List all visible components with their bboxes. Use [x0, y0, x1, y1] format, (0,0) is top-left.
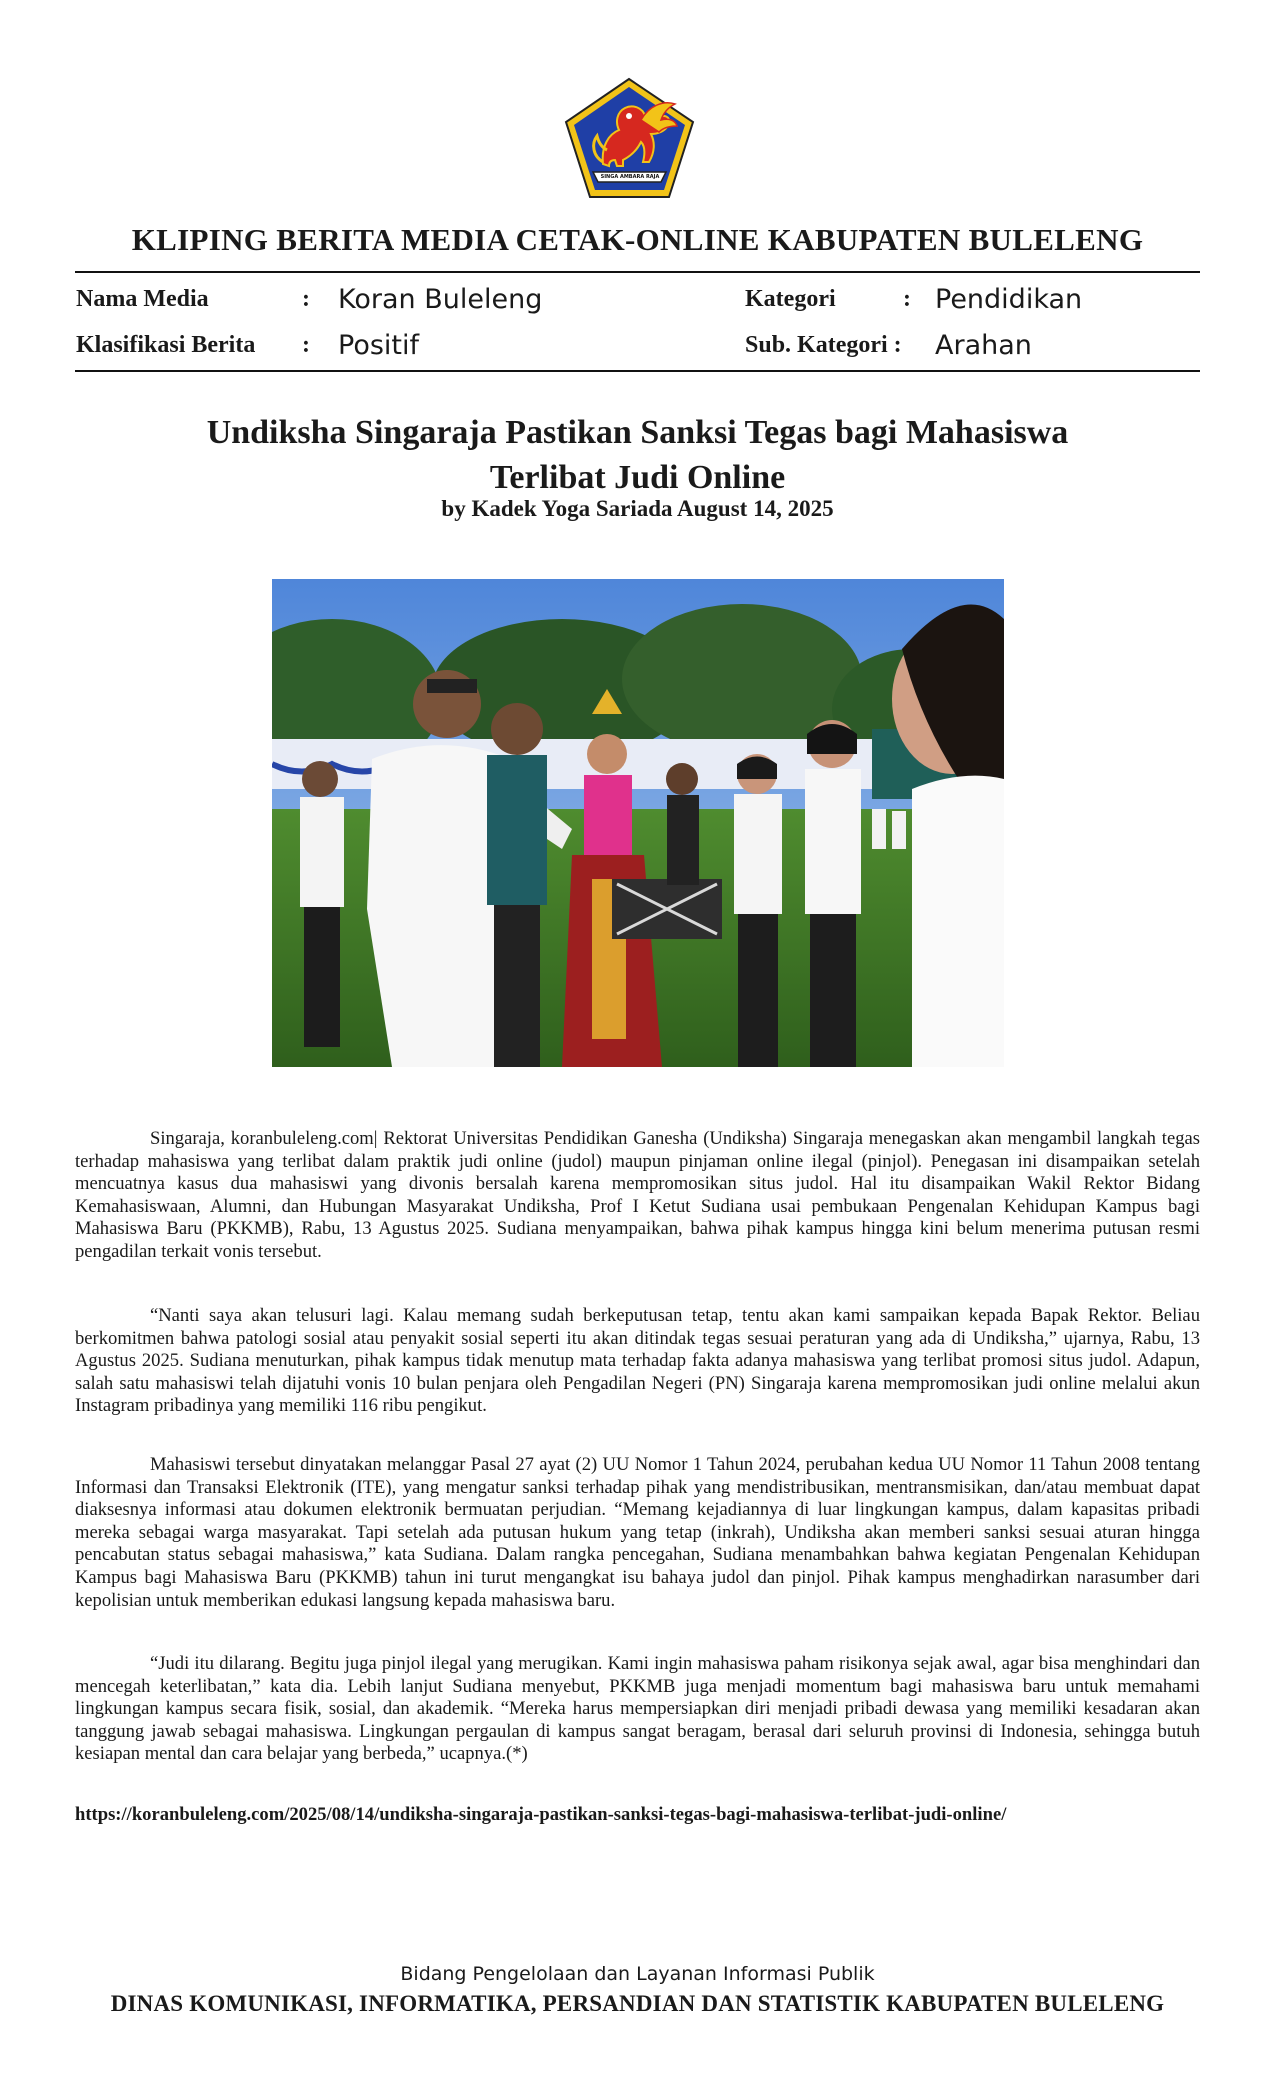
- article-paragraph-3: [75, 1454, 1200, 1612]
- kategori-colon: :: [903, 286, 911, 312]
- nama-media-colon: :: [302, 286, 310, 312]
- source-url[interactable]: https://koranbuleleng.com/2025/08/14/undiksha-singaraja-pastikan-sanksi-tegas-bagi-mahasiswa-terlibat-judi-online/: [75, 1804, 1007, 1825]
- article-photo: [272, 579, 1004, 1067]
- klasifikasi-berita-label: Klasifikasi Berita: [76, 332, 256, 358]
- singa-ambara-raja-emblem-icon: [563, 76, 696, 200]
- article-paragraph-4: [75, 1653, 1200, 1766]
- klasifikasi-berita-colon: :: [302, 332, 310, 358]
- headline-line-1: Undiksha Singaraja Pastikan Sanksi Tegas bagi Mahasiswa: [206, 414, 1069, 451]
- paragraph-text: “Nanti saya akan telusuri lagi. Kalau memang sudah berkeputusan tetap, tentu akan kami sampaikan kepada Bapak Rektor. Beliau berkomitmen bahwa patologi sosial atau penyakit sosial seperti itu akan ditindak tegas sesuai peraturan yang ada di Undiksha,” ujarnya, Rabu, 13 Agustus 2025. Sudiana menuturkan, pihak kampus tidak menutup mata terhadap fakta adanya mahasiswa yang terlibat promosi situs judol. Adapun, salah satu mahasiswi telah dijatuhi vonis 10 bulan penjara oleh Pengadilan Negeri (PN) Singaraja karena mempromosikan judi online melalui akun Instagram pribadinya yang memiliki 116 ribu pengikut.: [75, 1305, 1200, 1417]
- footer-unit: Bidang Pengelolaan dan Layanan Informasi Publik: [400, 1963, 875, 1985]
- nama-media-label: Nama Media: [76, 286, 209, 312]
- sub-kategori-label: Sub. Kategori :: [745, 332, 902, 358]
- kategori-value: Pendidikan: [935, 284, 1083, 315]
- paragraph-text: “Judi itu dilarang. Begitu juga pinjol ilegal yang merugikan. Kami ingin mahasiswa paham risikonya sejak awal, agar bisa menghindari dan mencegah keterlibatan,” kata dia. Lebih lanjut Sudiana menyebut, PKKMB juga menjadi momentum bagi mahasiswa baru untuk memahami lingkungan kampus secara fisik, sosial, dan akademik. “Mereka harus mempersiapkan diri menjadi pribadi dewasa yang memiliki kesadaran akan tanggung jawab sebagai mahasiswa. Lingkungan pergaulan di kampus sangat beragam, berasal dari seluruh provinsi di Indonesia, sehingga butuh kesiapan mental dan cara belajar yang berbeda,” ucapnya.(*): [75, 1653, 1200, 1765]
- kategori-label: Kategori: [745, 286, 836, 312]
- kabupaten-buleleng-logo: [563, 76, 696, 200]
- clipping-header-title: KLIPING BERITA MEDIA CETAK-ONLINE KABUPATEN BULELENG: [131, 222, 1144, 257]
- header-divider-top: [75, 271, 1200, 273]
- nama-media-value: Koran Buleleng: [338, 284, 543, 315]
- klasifikasi-berita-value: Positif: [338, 330, 419, 361]
- sub-kategori-value: Arahan: [935, 330, 1032, 361]
- article-paragraph-2: [75, 1305, 1200, 1418]
- footer-agency: DINAS KOMUNIKASI, INFORMATIKA, PERSANDIAN DAN STATISTIK KABUPATEN BULELENG: [110, 1991, 1165, 2016]
- article-byline: by Kadek Yoga Sariada August 14, 2025: [441, 496, 834, 521]
- article-headline: [0, 410, 1275, 500]
- headline-line-2: Terlibat Judi Online: [489, 459, 786, 496]
- paragraph-text: Singaraja, koranbuleleng.com| Rektorat Universitas Pendidikan Ganesha (Undiksha) Singaraja menegaskan akan mengambil langkah tegas terhadap mahasiswa yang terlibat dalam praktik judi online (judol) maupun pinjaman online ilegal (pinjol). Penegasan ini disampaikan setelah mencuatnya kasus dua mahasiswi yang divonis bersalah karena mempromosikan situs judol. Hal itu disampaikan Wakil Rektor Bidang Kemahasiswaan, Alumni, dan Hubungan Masyarakat Undiksha, Prof I Ketut Sudiana usai pembukaan Pengenalan Kehidupan Kampus bagi Mahasiswa Baru (PKKMB), Rabu, 13 Agustus 2025. Sudiana menyampaikan, bahwa pihak kampus hingga kini belum menerima putusan resmi pengadilan terkait vonis tersebut.: [75, 1128, 1200, 1262]
- article-paragraph-1: [75, 1128, 1200, 1264]
- logo-ribbon-text: SINGA AMBARA RAJA: [600, 174, 660, 180]
- paragraph-text: Mahasiswi tersebut dinyatakan melanggar Pasal 27 ayat (2) UU Nomor 1 Tahun 2024, perubahan kedua UU Nomor 11 Tahun 2008 tentang Informasi dan Transaksi Elektronik (ITE), yang mengatur sanksi terhadap pihak yang mendistribusikan, mentransmisikan, dan/atau membuat dapat diaksesnya informasi atau dokumen elektronik bermuatan perjudian. “Memang kejadiannya di luar lingkungan kampus, dalam kapasitas pribadi mereka sebagai warga masyarakat. Tapi setelah ada putusan hukum yang tetap (inkrah), Undiksha akan memberi sanksi sesuai aturan hingga pencabutan status sebagai mahasiswa,” kata Sudiana. Dalam rangka pencegahan, Sudiana menambahkan bahwa kegiatan Pengenalan Kehidupan Kampus bagi Mahasiswa Baru (PKKMB) tahun ini turut mengangkat isu bahaya judol dan pinjol. Pihak kampus menghadirkan narasumber dari kepolisian untuk memberikan edukasi langsung kepada mahasiswa baru.: [75, 1454, 1200, 1611]
- header-divider-bottom: [75, 370, 1200, 372]
